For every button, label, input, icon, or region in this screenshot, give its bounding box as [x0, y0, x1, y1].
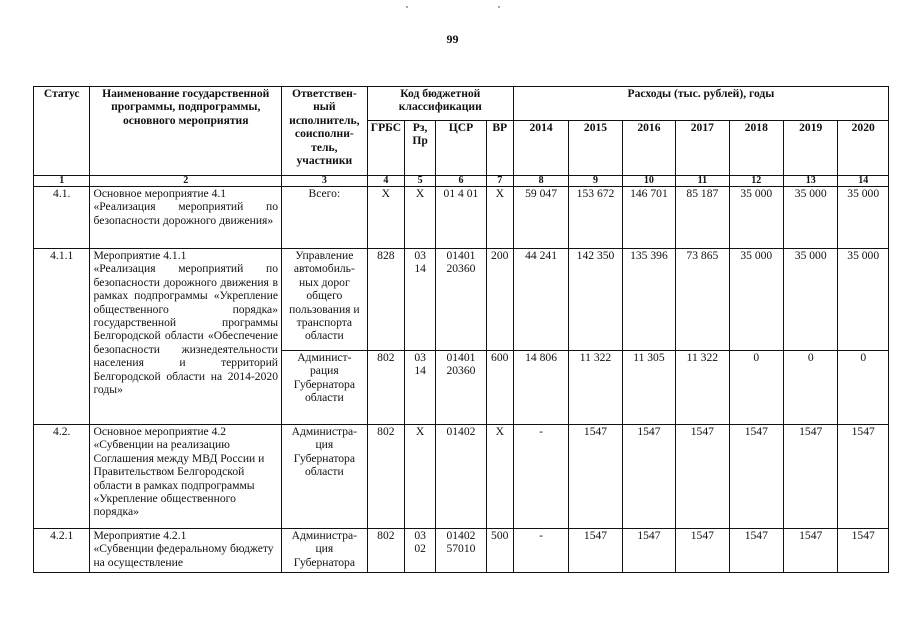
value-cell: - [513, 529, 568, 573]
value-cell: 59 047 [513, 187, 568, 249]
status-cell: 4.1.1 [34, 249, 90, 425]
header-csr: ЦСР [436, 121, 486, 176]
responsible-cell: Всего: [282, 187, 368, 249]
value-cell: 85 187 [676, 187, 729, 249]
responsible-cell: Админист-рация Губернатора области [282, 351, 368, 425]
value-cell: 35 000 [838, 187, 889, 249]
csr-cell: 01 4 01 [436, 187, 486, 249]
grbs-cell: 802 [367, 351, 404, 425]
value-cell: 44 241 [513, 249, 568, 351]
vr-cell: 600 [486, 351, 513, 425]
header-vr: ВР [486, 121, 513, 176]
value-cell: 1547 [784, 529, 838, 573]
csr-cell: 01401 20360 [436, 351, 486, 425]
budget-table [33, 86, 889, 573]
grbs-cell: 802 [367, 425, 404, 529]
scan-speck [498, 6, 500, 8]
header-year: 2014 [513, 121, 568, 176]
csr-cell: 01402 57010 [436, 529, 486, 573]
vr-cell: Х [486, 187, 513, 249]
column-number: 11 [676, 176, 729, 187]
header-year: 2019 [784, 121, 838, 176]
column-number: 9 [569, 176, 622, 187]
value-cell: 153 672 [569, 187, 622, 249]
table-row [34, 529, 889, 573]
value-cell: 1547 [729, 529, 783, 573]
header-budget-code: Код бюджетной классификации [367, 87, 513, 121]
value-cell: 1547 [569, 529, 622, 573]
name-title: Основное мероприятие 4.1 [93, 187, 227, 200]
table-row [34, 249, 889, 351]
value-cell: 1547 [838, 529, 889, 573]
column-number-row [34, 176, 889, 187]
value-cell: 35 000 [784, 187, 838, 249]
scan-speck [406, 6, 408, 8]
value-cell: 11 305 [622, 351, 675, 425]
header-name: Наименование государственной программы, подпрограммы, основного мероприятия [90, 87, 282, 176]
responsible-cell: Администра-ция Губернатора области [282, 425, 368, 529]
responsible-cell: Администра-ция Губернатора [282, 529, 368, 573]
vr-cell: 200 [486, 249, 513, 351]
value-cell: - [513, 425, 568, 529]
column-number: 6 [436, 176, 486, 187]
name-description: «Субвенции федеральному бюджету на осуществление [93, 542, 274, 569]
csr-cell: 01401 20360 [436, 249, 486, 351]
status-cell: 4.2. [34, 425, 90, 529]
rz-cell: 03 14 [404, 249, 435, 351]
name-cell [90, 249, 282, 425]
grbs-cell: Х [367, 187, 404, 249]
value-cell: 0 [729, 351, 783, 425]
value-cell: 11 322 [676, 351, 729, 425]
header-responsible: Ответствен-ный исполнитель, соисполни-тель, участники [282, 87, 368, 176]
status-cell: 4.2.1 [34, 529, 90, 573]
value-cell: 0 [838, 351, 889, 425]
column-number: 1 [34, 176, 90, 187]
header-year: 2018 [729, 121, 783, 176]
header-status: Статус [34, 87, 90, 176]
header-grbs: ГРБС [367, 121, 404, 176]
rz-cell: 03 02 [404, 529, 435, 573]
header-year: 2016 [622, 121, 675, 176]
grbs-cell: 802 [367, 529, 404, 573]
name-description: «Реализация мероприятий по безопасности дорожного движения» [93, 200, 278, 227]
header-year: 2015 [569, 121, 622, 176]
name-description: «Реализация мероприятий по безопасности дорожного движения в рамках подпрограммы «Укрепление общественного порядка» государственной программы Белгородской области «Обеспечение безопасности жизнедеятельности населения и территорий Белгородской области на 2014-2020 годы» [93, 262, 278, 397]
value-cell: 73 865 [676, 249, 729, 351]
value-cell: 1547 [622, 529, 675, 573]
vr-cell: Х [486, 425, 513, 529]
header-year: 2017 [676, 121, 729, 176]
value-cell: 1547 [784, 425, 838, 529]
column-number: 4 [367, 176, 404, 187]
column-number: 14 [838, 176, 889, 187]
table-row [34, 187, 889, 249]
column-number: 8 [513, 176, 568, 187]
value-cell: 35 000 [729, 249, 783, 351]
name-title: Мероприятие 4.1.1 [93, 249, 187, 262]
vr-cell: 500 [486, 529, 513, 573]
name-title: Мероприятие 4.2.1 [93, 529, 187, 542]
responsible-cell: Управление автомобиль-ных дорог общего пользования и транспорта области [282, 249, 368, 351]
column-number: 5 [404, 176, 435, 187]
column-number: 2 [90, 176, 282, 187]
column-number: 7 [486, 176, 513, 187]
name-cell [90, 529, 282, 573]
value-cell: 1547 [676, 425, 729, 529]
value-cell: 35 000 [729, 187, 783, 249]
column-number: 3 [282, 176, 368, 187]
value-cell: 1547 [676, 529, 729, 573]
value-cell: 1547 [838, 425, 889, 529]
value-cell: 0 [784, 351, 838, 425]
header-rz-pr: Рз, Пр [404, 121, 435, 176]
value-cell: 1547 [729, 425, 783, 529]
page-number: 99 [446, 32, 459, 46]
rz-cell: 03 14 [404, 351, 435, 425]
header-row [34, 87, 889, 121]
value-cell: 146 701 [622, 187, 675, 249]
value-cell: 14 806 [513, 351, 568, 425]
grbs-cell: 828 [367, 249, 404, 351]
value-cell: 1547 [622, 425, 675, 529]
header-expenses: Расходы (тыс. рублей), годы [513, 87, 888, 121]
name-cell [90, 187, 282, 249]
csr-cell: 01402 [436, 425, 486, 529]
value-cell: 1547 [569, 425, 622, 529]
status-cell: 4.1. [34, 187, 90, 249]
value-cell: 135 396 [622, 249, 675, 351]
rz-cell: Х [404, 187, 435, 249]
name-cell [90, 425, 282, 529]
value-cell: 142 350 [569, 249, 622, 351]
column-number: 13 [784, 176, 838, 187]
name-description: «Субвенции на реализацию Соглашения между МВД России и Правительством Белгородской области в рамках подпрограммы «Укрепление общественного порядка» [93, 438, 265, 519]
column-number: 12 [729, 176, 783, 187]
table-row [34, 425, 889, 529]
header-year: 2020 [838, 121, 889, 176]
column-number: 10 [622, 176, 675, 187]
rz-cell: Х [404, 425, 435, 529]
value-cell: 35 000 [838, 249, 889, 351]
name-title: Основное мероприятие 4.2 [93, 425, 227, 438]
value-cell: 11 322 [569, 351, 622, 425]
value-cell: 35 000 [784, 249, 838, 351]
